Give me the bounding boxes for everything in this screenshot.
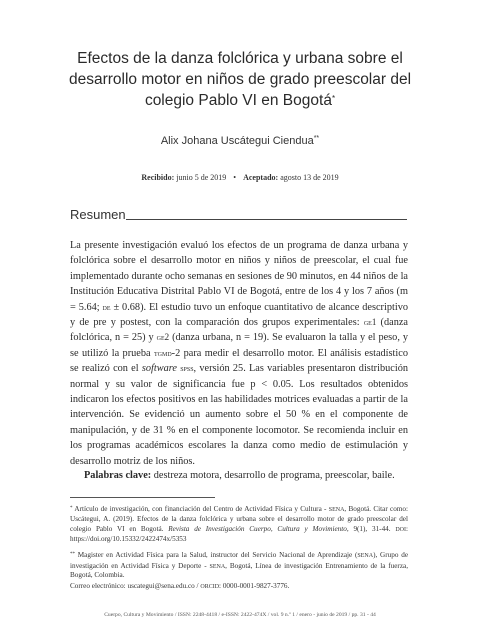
footnote-1-journal: Revista de Investigación Cuerpo, Cultura y Movimiento [168, 525, 347, 534]
abstract-heading: Resumen [70, 207, 126, 222]
abstract-text-4: (danza urbana, n = 19). Se evaluaron la talla y el peso, y se utilizó la prueba [70, 332, 409, 359]
footnote-2-sena-2: sena [209, 559, 226, 570]
footnote-1-text-c: , 9(1), 31-44. [346, 525, 396, 534]
footnote-2-text-c: , Bogotá, Línea de investigación Entrenamiento de la fuerza, Bogotá, Colombia. [70, 561, 409, 580]
footnote-2-sena-1: sena [357, 549, 374, 559]
abstract-abbr-spss: spss [180, 363, 194, 374]
received-date: junio 5 de 2019 [176, 173, 227, 182]
title-line-2: desarrollo motor en niños de grado preescolar del [68, 71, 412, 88]
footnote-1-sena: sena [328, 503, 345, 513]
keywords-list: destreza motora, desarrollo de programa, preescolar, baile. [151, 470, 395, 481]
footnote-rule [70, 497, 215, 498]
footnote-1-text-b: , Bogotá. Citar como: Uscátegui, A. (2019). Efectos de la danza folclórica y urbana sobre el desarrollo motor de grado preescolar del colegio Pablo VI en Bogotá. [70, 505, 408, 534]
accepted-label: Aceptado: [243, 173, 279, 182]
date-separator: • [233, 173, 237, 182]
footnote-1-mark: * [70, 506, 73, 511]
title-line-1: Efectos de la danza folclórica y urbana sobre el [77, 50, 403, 67]
author-text: Alix Johana Uscátegui Ciendua [160, 135, 314, 147]
footnote-1-text-a: Artículo de investigación, con financiación del Centro de Actividad Física y Cultura - [72, 505, 329, 513]
abstract-heading-rule [126, 219, 407, 220]
article-title [40, 48, 440, 111]
received-label: Recibido: [141, 173, 175, 182]
footnote-2-text-b: ), Grupo de investigación en Actividad Física y Deporte - [70, 551, 409, 570]
footnote-2-mark: ** [70, 552, 75, 557]
abstract-text-7: , versión 25. Las variables presentaron distribución normal y su valor de significancia fue p < 0.05. Los resultados obtenidos indicaron los efectos positivos en las habilidades motrices evaluadas a partir de la intervención. Se evidenció un aumento sobre el 50 % en el componente de manipulación, y de 31 % en el componente locomotor. Se recomienda incluir en los programas académicos escolares la danza como medio de estimulación y desarrollo motriz de los niños. [70, 363, 408, 467]
abstract-abbr-de: de [102, 301, 111, 312]
abstract-abbr-ge2: ge2 [156, 332, 170, 343]
footnote-2-email[interactable]: Correo electrónico: uscategui@sena.edu.co / [70, 581, 201, 590]
abstract-text-3: (danza folclórica, n = 25) y [70, 317, 408, 344]
title-footnote-mark[interactable]: * [331, 94, 336, 103]
abstract-paragraph [70, 238, 408, 469]
footnote-1-doi-link[interactable]: : https://doi.org/10.15332/2422474x/5353 [70, 525, 409, 543]
footnote-2-orcid-id[interactable]: : 0000-0001-9827-3776. [219, 581, 290, 590]
footnote-article [70, 504, 408, 544]
keywords-label: Palabras clave: [84, 470, 152, 481]
abstract-abbr-ge1: ge1 [363, 317, 377, 328]
keywords [70, 468, 408, 483]
abstract-abbr-tgmd: tgmd [154, 347, 172, 358]
accepted-date: agosto 13 de 2019 [280, 173, 339, 182]
abstract-body [70, 238, 408, 469]
author-footnote-mark[interactable]: ** [313, 135, 320, 142]
author-name [40, 135, 440, 147]
abstract-text-5: -2 para medir el desarrollo motor. El análisis estadístico se realizó con el [70, 347, 408, 375]
footnote-author [70, 550, 408, 591]
title-line-3 [40, 90, 440, 111]
page-footer: Cuerpo, Cultura y Movimiento / ISSN: 2248-4418 / e-ISSN: 2422-474X / vol. 9 n.º 1 / enero - junio de 2019 / pp. 31 - 44 [104, 612, 376, 618]
footnote-1-doi-label: doi [395, 523, 407, 534]
abstract-text-1: La presente investigación evaluó los efectos de un programa de danza urbana y folclórica sobre el desarrollo motor en niños y niños de preescolar, el cual fue implementado durante ocho semanas en sesiones de 90 minutos, en 44 niños de la Institución Educativa Distrital Pablo VI de Bogotá, entre de los 4 y los 7 años (m = 5.64; [70, 240, 408, 313]
abstract-software-term: software [141, 363, 177, 375]
article-dates [40, 173, 440, 182]
title-line-3-text: colegio Pablo VI en Bogotá [144, 92, 332, 109]
footnote-2-text-a: Magister en Actividad Física para la Salud, instructor del Servicio Nacional de Aprendizaje ( [75, 551, 358, 559]
abstract-text-2: ± 0.68). El estudio tuvo un enfoque cuantitativo de alcance descriptivo y de pre y postest, con la comparación dos grupos experimentales: [70, 301, 408, 329]
footnote-2-orcid-label: orcid [200, 579, 220, 590]
